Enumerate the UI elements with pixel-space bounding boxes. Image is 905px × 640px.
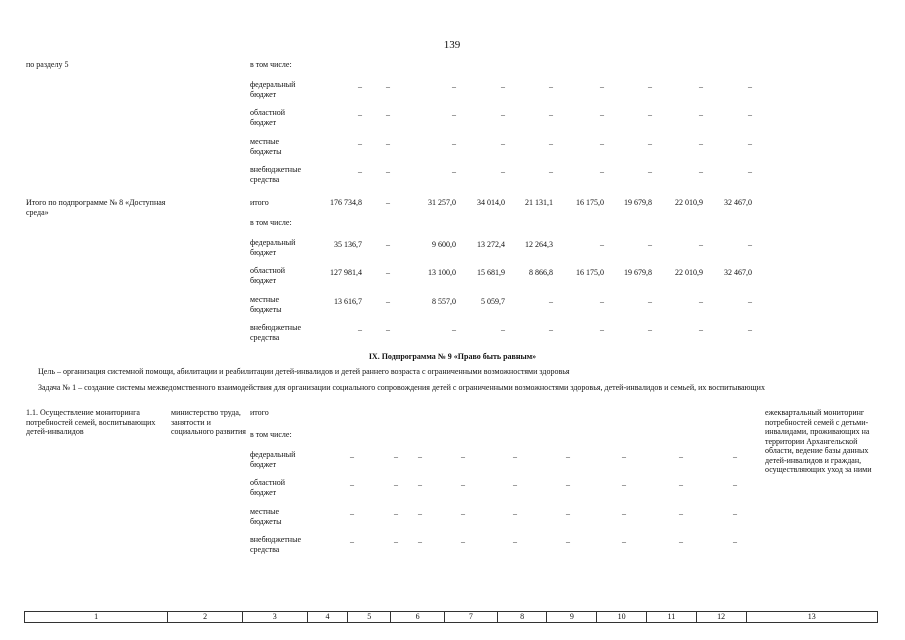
column-number-table [24, 611, 878, 623]
total-value: 22 010,9 [675, 198, 703, 207]
row-value: – [461, 509, 465, 518]
row-label: внебюджетные средства [250, 535, 301, 554]
row-value: 15 681,9 [477, 268, 505, 277]
row-label: областной бюджет [250, 108, 286, 127]
row-value: – [600, 325, 604, 334]
row-value: – [549, 110, 553, 119]
row-value: – [418, 480, 422, 489]
row-value: – [748, 82, 752, 91]
item-total-label: итого [250, 408, 269, 417]
row-value: – [501, 167, 505, 176]
column-number-cell: 13 [746, 612, 877, 623]
column-number-row [25, 612, 878, 623]
row-label: местные бюджеты [250, 295, 282, 314]
row-value: – [699, 139, 703, 148]
row-value: – [386, 325, 390, 334]
column-number-cell: 4 [307, 612, 348, 623]
subprogram-header: IX. Подпрограмма № 9 «Право быть равным» [368, 352, 537, 361]
total-value: 21 131,1 [525, 198, 553, 207]
row-label: федеральный бюджет [250, 450, 296, 469]
column-number-cell: 2 [168, 612, 243, 623]
row-value: – [394, 509, 398, 518]
row-value: – [461, 480, 465, 489]
row-value: – [648, 240, 652, 249]
column-number-cell: 11 [647, 612, 697, 623]
row-value: – [386, 167, 390, 176]
row-value: 5 059,7 [481, 297, 505, 306]
task-text: Задача № 1 – создание системы межведомственного взаимодействия для организации социального сопровождения детей с ограниченными возможностями здоровья, детей-инвалидов и семьей, их воспитывающих [38, 383, 765, 392]
row-value: – [452, 167, 456, 176]
row-value: – [358, 82, 362, 91]
row-value: – [461, 452, 465, 461]
row-value: – [358, 139, 362, 148]
row-value: – [386, 139, 390, 148]
row-value: – [748, 110, 752, 119]
row-value: – [418, 452, 422, 461]
row-value: – [566, 452, 570, 461]
row-value: – [600, 82, 604, 91]
row-value: – [733, 480, 737, 489]
row-value: – [513, 537, 517, 546]
row-value: – [699, 240, 703, 249]
row-value: – [566, 537, 570, 546]
row-value: – [501, 139, 505, 148]
row-value: – [622, 452, 626, 461]
row-value: – [394, 480, 398, 489]
column-number-cell: 12 [696, 612, 746, 623]
row-value: – [699, 110, 703, 119]
row-value: – [501, 325, 505, 334]
row-value: – [600, 240, 604, 249]
column-number-cell: 6 [391, 612, 445, 623]
total-value: 16 175,0 [576, 198, 604, 207]
row-value: – [648, 167, 652, 176]
row-value: – [386, 110, 390, 119]
item-result: ежеквартальный мониторинг потребностей семей с детьми-инвалидами, проживающих на территории Архангельской области, ведение базы данных детей-инвалидов и граждан, осуществляющих уход за ними [765, 408, 872, 474]
row-value: – [513, 452, 517, 461]
row-value: 9 600,0 [432, 240, 456, 249]
row-value: – [699, 167, 703, 176]
row-value: 13 272,4 [477, 240, 505, 249]
section2-label: Итого по подпрограмме № 8 «Доступная среда» [26, 198, 166, 217]
row-value: – [461, 537, 465, 546]
row-value: – [600, 110, 604, 119]
row-value: – [648, 110, 652, 119]
row-label: местные бюджеты [250, 507, 282, 526]
row-label: местные бюджеты [250, 137, 282, 156]
row-value: 22 010,9 [675, 268, 703, 277]
row-value: – [386, 82, 390, 91]
row-value: – [622, 509, 626, 518]
row-value: – [600, 297, 604, 306]
row-value: – [733, 452, 737, 461]
total-value: 19 679,8 [624, 198, 652, 207]
row-value: – [748, 167, 752, 176]
row-value: – [394, 537, 398, 546]
row-value: 13 616,7 [334, 297, 362, 306]
row-value: – [386, 297, 390, 306]
row-value: – [513, 480, 517, 489]
total-value: 34 014,0 [477, 198, 505, 207]
total-value: – [386, 198, 390, 207]
row-value: 8 557,0 [432, 297, 456, 306]
row-value: – [748, 240, 752, 249]
row-value: – [566, 480, 570, 489]
row-value: – [648, 82, 652, 91]
row-value: – [748, 139, 752, 148]
row-value: 127 981,4 [330, 268, 362, 277]
row-value: – [699, 297, 703, 306]
total-value: 176 734,8 [330, 198, 362, 207]
row-value: 35 136,7 [334, 240, 362, 249]
row-value: – [748, 325, 752, 334]
row-value: 32 467,0 [724, 268, 752, 277]
row-value: – [394, 452, 398, 461]
row-label: областной бюджет [250, 478, 286, 497]
row-value: 19 679,8 [624, 268, 652, 277]
row-value: – [648, 325, 652, 334]
row-value: – [358, 325, 362, 334]
row-value: – [418, 509, 422, 518]
column-number-cell: 8 [497, 612, 547, 623]
section1-label: по разделу 5 [26, 60, 69, 69]
row-value: – [733, 509, 737, 518]
row-value: – [679, 537, 683, 546]
item-name: 1.1. Осуществление мониторинга потребностей семей, воспитывающих детей-инвалидов [26, 408, 156, 436]
section2-total-label: итого [250, 198, 269, 207]
row-value: – [549, 297, 553, 306]
row-value: – [549, 139, 553, 148]
row-value: – [452, 139, 456, 148]
column-number-cell: 7 [444, 612, 497, 623]
column-number-cell: 10 [597, 612, 647, 623]
row-label: федеральный бюджет [250, 238, 296, 257]
row-value: 13 100,0 [428, 268, 456, 277]
total-value: 32 467,0 [724, 198, 752, 207]
row-value: – [679, 480, 683, 489]
row-value: – [501, 110, 505, 119]
row-value: – [452, 82, 456, 91]
page-number: 139 [443, 39, 461, 51]
row-label: внебюджетные средства [250, 165, 301, 184]
row-value: – [549, 325, 553, 334]
column-number-cell: 1 [25, 612, 168, 623]
section1-in-that-number: в том числе: [250, 60, 292, 69]
row-value: – [600, 139, 604, 148]
row-value: – [566, 509, 570, 518]
row-value: 12 264,3 [525, 240, 553, 249]
row-value: 16 175,0 [576, 268, 604, 277]
row-value: – [679, 509, 683, 518]
row-value: – [452, 110, 456, 119]
row-value: – [386, 268, 390, 277]
column-number-cell: 5 [348, 612, 391, 623]
row-value: – [733, 537, 737, 546]
column-number-cell: 9 [547, 612, 597, 623]
goal-text: Цель – организация системной помощи, абилитации и реабилитации детей-инвалидов и детей раннего возраста с ограниченными возможностями здоровья [38, 367, 570, 376]
item-executor: министерство труда, занятости и социального развития [171, 408, 246, 436]
total-value: 31 257,0 [428, 198, 456, 207]
row-value: 8 866,8 [529, 268, 553, 277]
row-value: – [699, 325, 703, 334]
row-value: – [549, 82, 553, 91]
section2-in-that-number: в том числе: [250, 218, 292, 227]
row-value: – [358, 110, 362, 119]
row-value: – [648, 139, 652, 148]
row-value: – [350, 480, 354, 489]
row-value: – [679, 452, 683, 461]
item-in-that-number: в том числе: [250, 430, 292, 439]
row-value: – [513, 509, 517, 518]
row-label: федеральный бюджет [250, 80, 296, 99]
row-value: – [622, 537, 626, 546]
row-value: – [622, 480, 626, 489]
row-label: внебюджетные средства [250, 323, 301, 342]
row-value: – [748, 297, 752, 306]
row-value: – [350, 452, 354, 461]
row-value: – [350, 509, 354, 518]
row-value: – [358, 167, 362, 176]
row-value: – [648, 297, 652, 306]
row-value: – [452, 325, 456, 334]
row-value: – [501, 82, 505, 91]
row-value: – [418, 537, 422, 546]
row-value: – [699, 82, 703, 91]
row-value: – [350, 537, 354, 546]
row-value: – [549, 167, 553, 176]
row-value: – [600, 167, 604, 176]
column-number-cell: 3 [242, 612, 307, 623]
row-label: областной бюджет [250, 266, 286, 285]
row-value: – [386, 240, 390, 249]
